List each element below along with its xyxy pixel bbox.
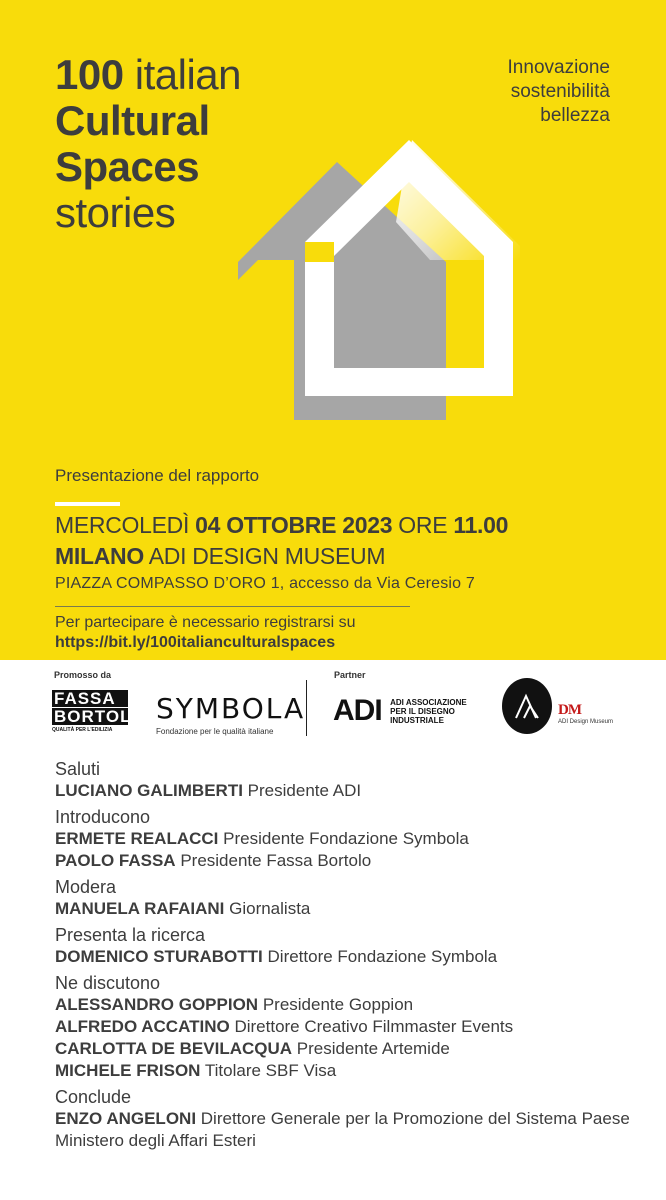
title-number: 100	[55, 51, 124, 98]
intro-text: Presentazione del rapporto	[55, 466, 260, 485]
symbola-logo	[156, 692, 305, 736]
program-section	[55, 972, 655, 1082]
adi-text: ADI ASSOCIAZIONE PER IL DISEGNO INDUSTRIALE	[390, 697, 467, 725]
speaker	[55, 828, 655, 850]
title-word-italian: italian	[134, 51, 241, 98]
section-heading: Conclude	[55, 1087, 132, 1107]
tagline-line: bellezza	[540, 105, 610, 126]
speaker-name: PAOLO FASSA	[55, 851, 176, 870]
museum-emblem-icon	[502, 678, 552, 734]
partner-label: Partner	[334, 670, 366, 680]
speaker-role: Presidente Goppion	[262, 995, 414, 1014]
title-word-cultural: Cultural	[55, 97, 210, 144]
time-value: 11.00	[453, 512, 509, 538]
venue-name: ADI DESIGN MUSEUM	[148, 543, 386, 569]
tagline-line: sostenibilità	[510, 81, 610, 102]
divider	[55, 606, 410, 607]
section-heading: Modera	[55, 877, 117, 897]
promoted-label: Promosso da	[54, 670, 112, 680]
date-value: 04 OTTOBRE 2023	[195, 512, 393, 538]
speaker	[55, 898, 655, 920]
house-gap	[305, 242, 334, 262]
speaker	[55, 1016, 655, 1038]
speaker	[55, 780, 655, 802]
adi-mark: ADI	[333, 694, 382, 727]
speaker-name: MICHELE FRISON	[55, 1061, 201, 1080]
fassa-bortolo-logo	[52, 689, 146, 736]
speaker-name: ENZO ANGELONI	[55, 1109, 197, 1128]
adi-logo	[333, 694, 480, 728]
speaker-name: CARLOTTA DE BEVILACQUA	[55, 1039, 293, 1058]
tagline-line: Innovazione	[507, 57, 610, 78]
program-section	[55, 1086, 655, 1152]
city: MILANO	[55, 543, 144, 569]
program-section	[55, 924, 655, 968]
speaker	[55, 1060, 655, 1082]
speaker-role: Direttore Generale per la Promozione del Sistema Paese Ministero degli Affari Esteri	[55, 1109, 630, 1150]
registration-text: Per partecipare è necessario registrarsi su	[55, 614, 356, 631]
day-label: MERCOLEDÌ	[55, 512, 190, 538]
adi-design-museum-logo	[502, 678, 632, 738]
fassa-tagline: QUALITÀ PER L'EDILIZIA	[52, 727, 113, 733]
registration	[55, 613, 356, 653]
speaker-role: Titolare SBF Visa	[204, 1061, 337, 1080]
program-section	[55, 806, 655, 872]
event-date	[55, 512, 508, 539]
speaker-role: Presidente Fassa Bortolo	[180, 851, 372, 870]
time-label: ORE	[398, 512, 448, 538]
logo-separator	[306, 680, 307, 736]
speaker-role: Presidente Artemide	[296, 1039, 450, 1058]
section-heading: Saluti	[55, 759, 101, 779]
speaker-name: LUCIANO GALIMBERTI	[55, 781, 243, 800]
event-address: PIAZZA COMPASSO D’ORO 1, accesso da Via Ceresio 7	[55, 575, 476, 592]
divider	[55, 502, 120, 506]
speaker-role: Presidente ADI	[247, 781, 362, 800]
section-heading: Introducono	[55, 807, 151, 827]
speaker-name: MANUELA RAFAIANI	[55, 899, 225, 918]
title-word-stories: stories	[55, 189, 176, 236]
speaker	[55, 1038, 655, 1060]
fassa-line2: BORTOLO	[54, 707, 146, 726]
speaker-name: ERMETE REALACCI	[55, 829, 219, 848]
speaker	[55, 850, 655, 872]
speaker-role: Direttore Creativo Filmmaster Events	[234, 1017, 514, 1036]
speaker-name: ALESSANDRO GOPPION	[55, 995, 259, 1014]
speaker-role: Direttore Fondazione Symbola	[267, 947, 498, 966]
dm-mark: DM	[558, 702, 581, 718]
section-heading: Ne discutono	[55, 973, 161, 993]
registration-link[interactable]: https://bit.ly/100italianculturalspaces	[55, 634, 336, 651]
speaker	[55, 946, 655, 968]
museum-caption: ADI Design Museum	[558, 719, 614, 725]
symbola-subtitle: Fondazione per le qualità italiane	[156, 727, 274, 736]
event-venue	[55, 543, 385, 570]
speaker-role: Presidente Fondazione Symbola	[223, 829, 469, 848]
program-section	[55, 876, 655, 920]
symbola-wordmark: SYMBOLA	[156, 692, 306, 725]
speaker-name: DOMENICO STURABOTTI	[55, 947, 263, 966]
program	[55, 758, 655, 1156]
speaker-name: ALFREDO ACCATINO	[55, 1017, 230, 1036]
fassa-line1: FASSA	[52, 690, 128, 707]
speaker	[55, 1108, 655, 1152]
speaker-role: Giornalista	[229, 899, 311, 918]
section-heading: Presenta la ricerca	[55, 925, 206, 945]
speaker	[55, 994, 655, 1016]
title-word-spaces: Spaces	[55, 143, 200, 190]
program-section	[55, 758, 655, 802]
